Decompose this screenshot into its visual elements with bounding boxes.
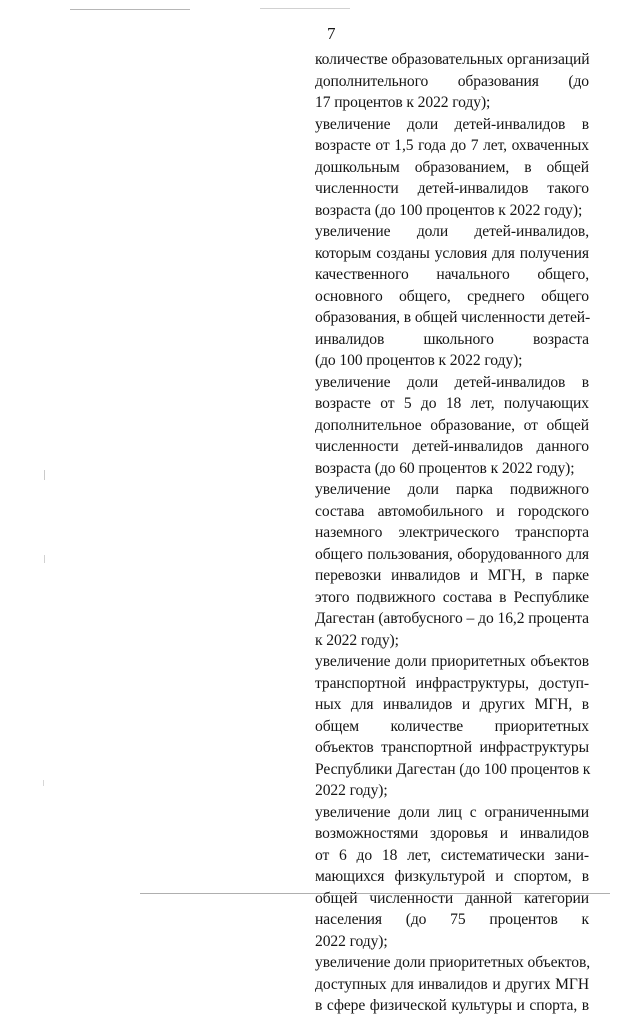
text-line: дополнительное образование, от общей	[315, 416, 589, 434]
text-line: дополнительного образования (до	[315, 72, 589, 90]
text-line: ных для инвалидов и других МГН, в	[315, 696, 589, 713]
text-line: этого подвижного состава в Республике	[315, 588, 589, 606]
text-line: 2022 году);	[315, 782, 388, 799]
text-line: основного общего, среднего общего	[315, 287, 589, 305]
text-line: увеличение доли детей-инвалидов,	[315, 223, 589, 240]
text-line: увеличение доли лиц с ограниченными	[315, 803, 589, 821]
text-line: увеличение доли приоритетных объектов,	[315, 954, 590, 971]
text-line: общем количестве приоритетных	[315, 717, 589, 735]
scan-artifact-left	[44, 470, 45, 480]
text-line: возраста (до 60 процентов к 2022 году);	[315, 459, 575, 477]
text-line: в сфере физической культуры и спорта, в	[315, 997, 589, 1014]
text-line: возрасте от 5 до 18 лет, получающих	[315, 395, 589, 412]
text-line: увеличение доли детей-инвалидов в	[315, 373, 589, 391]
text-line: общего пользования, оборудованного для	[315, 545, 589, 563]
document-text-column	[315, 49, 589, 1017]
text-line: возможностями здоровья и инвалидов	[315, 825, 589, 842]
text-line: инвалидов школьного возраста	[315, 330, 589, 348]
scan-artifact-top-right	[260, 8, 350, 9]
text-line: возраста (до 100 процентов к 2022 году);	[315, 201, 583, 219]
page-number: 7	[327, 24, 336, 43]
text-line: увеличение доли приоритетных объектов	[315, 653, 589, 670]
text-line: к 2022 году);	[315, 631, 399, 649]
text-line: населения (до 75 процентов к	[315, 911, 589, 928]
text-line: объектов транспортной инфраструктуры	[315, 739, 589, 756]
scan-artifact-left	[43, 780, 44, 786]
text-line: увеличение доли парка подвижного	[315, 481, 589, 498]
scan-artifact-left	[44, 555, 45, 563]
text-line: количестве образовательных организаций	[315, 51, 590, 68]
text-line: качественного начального общего,	[315, 266, 589, 283]
text-line: Дагестан (автобусного – до 16,2 процента	[315, 610, 589, 627]
text-line: образования, в общей численности детей-	[315, 309, 591, 326]
text-line: от 6 до 18 лет, систематически зани-	[315, 846, 589, 864]
text-line: увеличение доли детей-инвалидов в	[315, 115, 589, 133]
text-line: 17 процентов к 2022 году);	[315, 94, 491, 111]
scan-artifact-top	[70, 9, 190, 10]
text-line: численности детей-инвалидов данного	[315, 438, 589, 455]
text-line: (до 100 процентов к 2022 году);	[315, 352, 523, 369]
text-line: состава автомобильного и городского	[315, 502, 589, 520]
text-line: общей численности данной категории	[315, 889, 589, 907]
text-line: Республики Дагестан (до 100 процентов к	[315, 760, 591, 778]
text-line: численности детей-инвалидов такого	[315, 180, 589, 197]
text-line: 2022 году);	[315, 932, 388, 950]
text-line: которым созданы условия для получения	[315, 244, 589, 262]
text-line: мающихся физкультурой и спортом, в	[315, 868, 589, 885]
text-line: транспортной инфраструктуры, доступ-	[315, 674, 589, 692]
text-line: наземного электрического транспорта	[315, 524, 589, 541]
text-line: дошкольным образованием, в общей	[315, 158, 589, 176]
text-line: возрасте от 1,5 года до 7 лет, охваченных	[315, 137, 589, 154]
text-line: доступных для инвалидов и других МГН	[315, 975, 589, 993]
text-line: перевозки инвалидов и МГН, в парке	[315, 567, 589, 584]
